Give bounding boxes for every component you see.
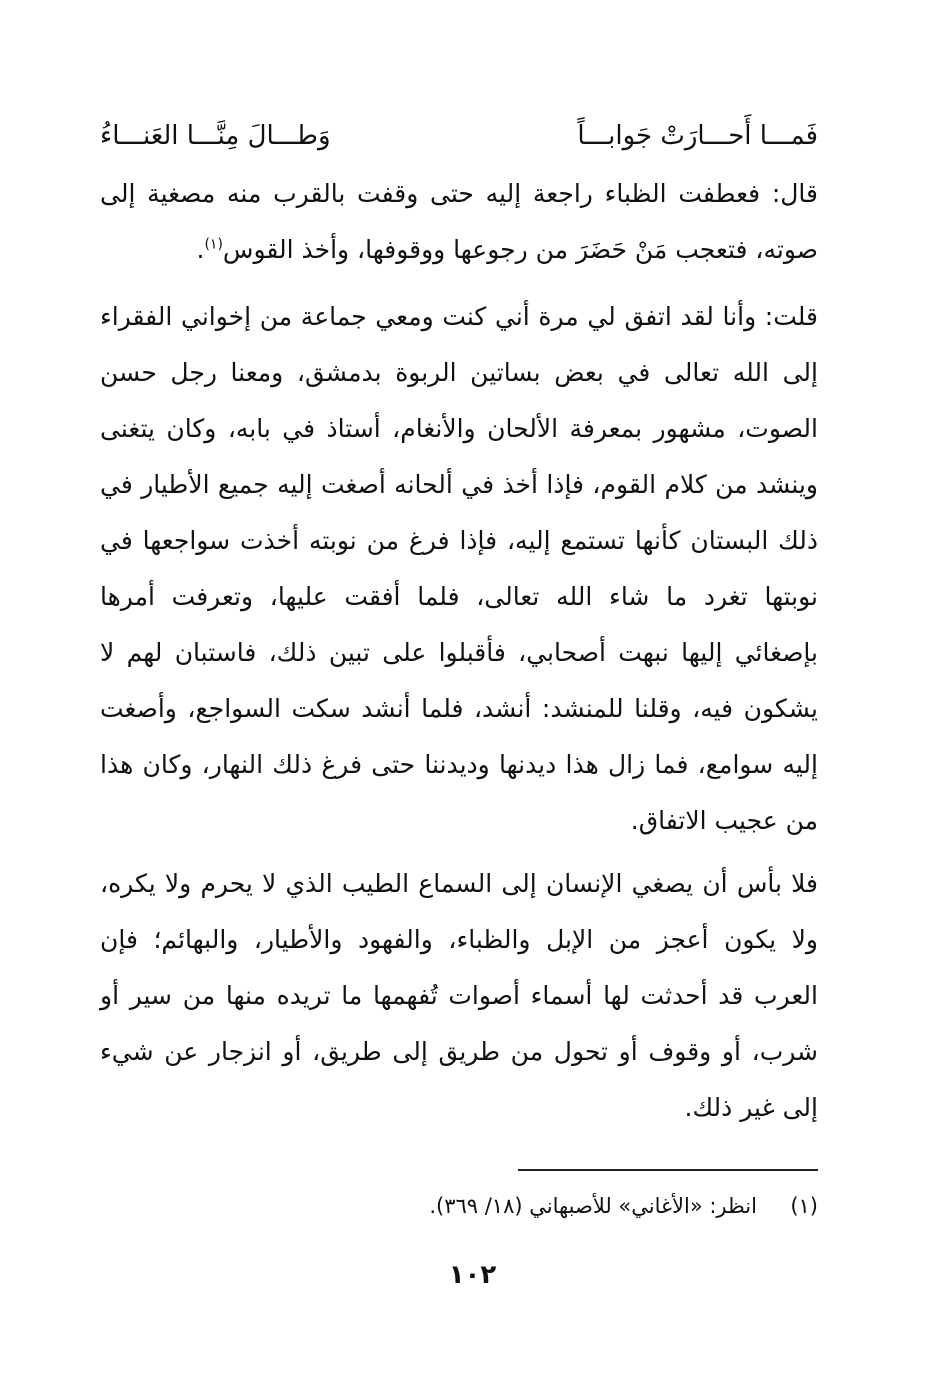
footnote-reference: (١) <box>204 236 223 253</box>
paragraph-2 <box>100 289 818 849</box>
verse-first-hemistich: فَمـــا أَحـــارَتْ جَوابـــاً <box>577 121 818 151</box>
footnote-marker: (١) <box>790 1194 818 1218</box>
paragraph-3 <box>100 856 818 1136</box>
verse-second-hemistich: وَطـــالَ مِنَّـــا العَنـــاءُ <box>100 121 331 151</box>
poetry-verse <box>100 108 818 164</box>
footnote-text: انظر: «الأغاني» للأصبهاني (١٨/ ٣٦٩). <box>429 1194 757 1218</box>
paragraph-1-text <box>100 166 818 278</box>
paragraph-3-text: فلا بأس أن يصغي الإنسان إلى السماع الطيب الذي لا يحرم ولا يكره، ولا يكون أعجز من الإبل والظباء، والفهود والأطيار، والبهائم؛ فإن العرب قد أحدثت لها أسماء أصوات تُفهمها ما تريده منها من سير أو شرب، أو وقوف أو تحول من طريق إلى طريق، أو انزجار عن شيء إلى غير ذلك. <box>100 869 818 1122</box>
footnote-spacer <box>764 1194 784 1218</box>
paragraph-1-end: . <box>196 235 205 264</box>
paragraph-1 <box>100 166 818 278</box>
footnote-separator <box>518 1169 818 1171</box>
paragraph-1-body: قال: فعطفت الظباء راجعة إليه حتى وقفت بالقرب منه مصغية إلى صوته، فتعجب مَنْ حَضَرَ من رجوعها ووقوفها، وأخذ القوس <box>100 179 818 264</box>
paragraph-2-text: قلت: وأنا لقد اتفق لي مرة أني كنت ومعي جماعة من إخواني الفقراء إلى الله تعالى في بعض بساتين الربوة بدمشق، ومعنا رجل حسن الصوت، مشهور بمعرفة الألحان والأنغام، أستاذ في بابه، وكان يتغنى وينشد من كلام القوم، فإذا أخذ في ألحانه أصغت إليه جميع الأطيار في ذلك البستان كأنها تستمع إليه، فإذا فرغ من نوبته أخذت سواجعها في نوبتها تغرد ما شاء الله تعالى، فلما أفقت عليها، وتعرفت أمرها بإصغائي إليها نبهت أصحابي، فأقبلوا على تبين ذلك، فاستبان لهم لا يشكون فيه، وقلنا للمنشد: أنشد، فلما أنشد سكت السواجع، وأصغت إليه سوامع، فما زال هذا ديدنها وديدننا حتى فرغ ذلك النهار، وكان هذا من عجيب الاتفاق. <box>100 302 818 835</box>
page-number: ١٠٢ <box>448 1260 497 1290</box>
footnote <box>218 1186 818 1226</box>
